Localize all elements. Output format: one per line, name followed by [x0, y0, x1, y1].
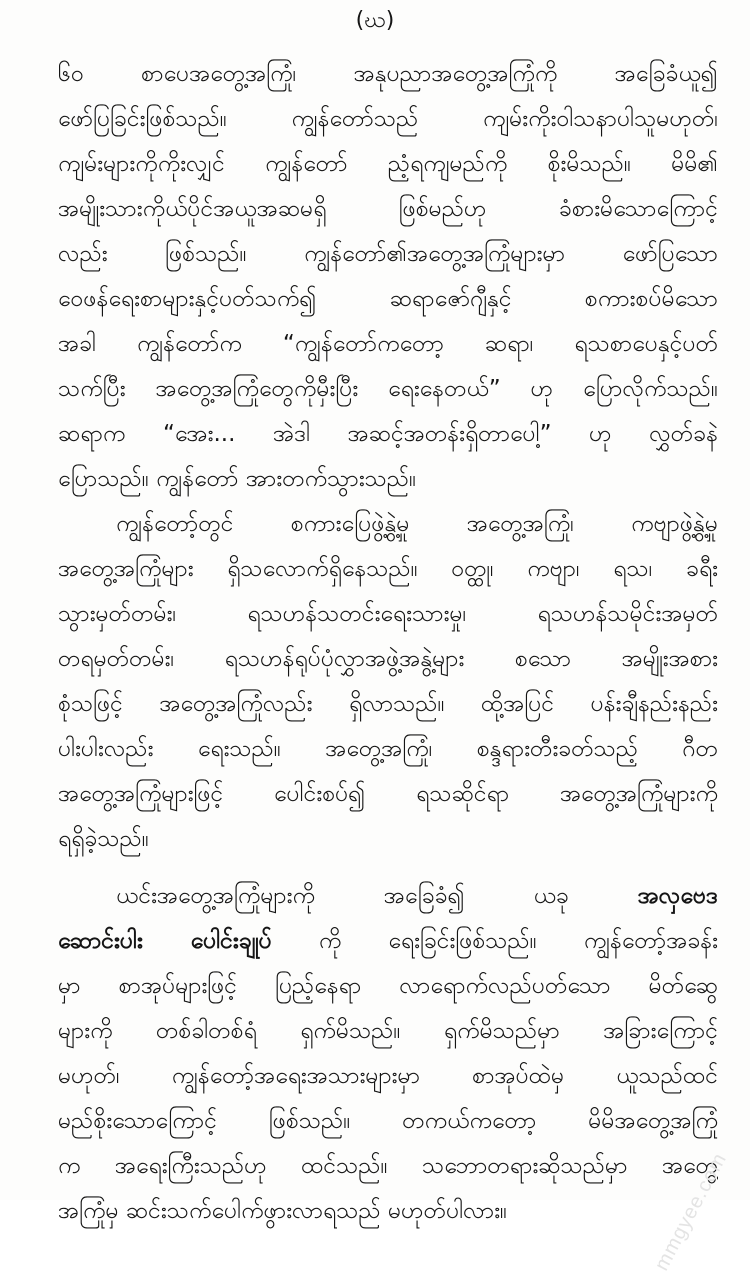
text-line: အတွေ့အကြုံများ ရှိသလောက်ရှိနေသည်။ ဝတ္ထု၊ ကဗျာ၊ ရသ၊ ခရီး: [58, 556, 718, 582]
text-line: အကြုံမှ ဆင်းသက်ပေါက်ဖွားလာရသည် မဟုတ်ပါလား။: [58, 1198, 507, 1224]
text-line: က အရေးကြီးသည်ဟု ထင်သည်။ သဘောတရားဆိုသည်မှာ အတွေ့: [58, 1153, 718, 1179]
watermark-logo: mmgyee.com: [650, 1149, 732, 1275]
text-line: များကို တစ်ခါတစ်ရံ ရှက်မိသည်။ ရှက်မိသည်မှာ အခြားကြောင့်: [58, 1018, 718, 1044]
text-line: ဖော်ပြခြင်းဖြစ်သည်။ ကျွန်တော်သည် ကျမ်းကိုးဝါသနာပါသူမဟုတ်၊: [58, 106, 718, 132]
text-line: အတွေ့အကြုံများဖြင့် ပေါင်းစပ်၍ ရသဆိုင်ရာ အတွေ့အကြုံများကို: [58, 781, 718, 807]
text-line: အခါ ကျွန်တော်က “ကျွန်တော်ကတော့ ဆရာ၊ ရသစာပေနှင့်ပတ်: [58, 331, 718, 357]
book-title-bold: အလှဗေဒ: [637, 883, 718, 909]
text-line: [58, 874, 718, 919]
text-line: [58, 919, 718, 964]
page-number: (ဃ): [355, 8, 395, 33]
book-title-bold: ဆောင်းပါး ပေါင်းချုပ်: [58, 928, 272, 954]
text-line: မဟုတ်၊ ကျွန်တော့်အရေးအသားများမှာ စာအုပ်ထဲမှ ယူသည်ထင်: [58, 1063, 718, 1089]
text-line: အမျိုးသားကိုယ်ပိုင်အယူအဆမရှိ ဖြစ်မည်ဟု ခံစားမိသောကြောင့်: [58, 196, 718, 222]
text-line: ဝေဖန်ရေးစာများနှင့်ပတ်သက်၍ ဆရာဇော်ဂျီနှင့် စကားစပ်မိသော: [58, 286, 718, 312]
text-line: မည်စိုးသောကြောင့် ဖြစ်သည်။ တကယ်ကတော့ မိမိအတွေ့အကြုံ: [58, 1108, 718, 1134]
text-line: ကျွန်တော့်တွင် စကားပြေဖွဲ့နွဲ့မှု အတွေ့အကြုံ၊ ကဗျာဖွဲ့နွဲ့မှု: [116, 511, 718, 537]
text-line: ပြောသည်။ ကျွန်တော် အားတက်သွားသည်။: [58, 466, 417, 492]
text-span: ကို ရေးခြင်းဖြစ်သည်။ ကျွန်တော့်အခန်း: [318, 928, 718, 954]
text-line: သက်ပြီး အတွေ့အကြုံတွေကိုမှီးပြီး ရေးနေတယ်” ဟု ပြောလိုက်သည်။: [58, 376, 718, 402]
text-line: မှာ စာအုပ်များဖြင့် ပြည့်နေရာ လာရောက်လည်ပတ်သော မိတ်ဆွေ: [58, 973, 718, 999]
text-line: တရမှတ်တမ်း၊ ရသဟန်ရုပ်ပုံလွှာအဖွဲ့အနွဲ့များ စသော အမျိုးအစား: [58, 646, 718, 672]
body-text: [58, 52, 718, 1234]
text-line: ရရှိခဲ့သည်။: [58, 826, 149, 852]
text-line: ဆရာက “အေး... အဲဒါ အဆင့်အတန်းရှိတာပေါ့” ဟု လွှတ်ခနဲ: [58, 421, 718, 447]
text-line: သွားမှတ်တမ်း၊ ရသဟန်သတင်းရေးသားမှု၊ ရသဟန်သမိုင်းအမှတ်: [58, 601, 718, 627]
text-line: ပါးပါးလည်း ရေးသည်။ အတွေ့အကြုံ၊ စန္ဒရားတီးခတ်သည့် ဂီတ: [58, 736, 718, 762]
text-line: လည်း ဖြစ်သည်။ ကျွန်တော်၏အတွေ့အကြုံများမှာ ဖော်ပြသော: [58, 241, 718, 267]
text-span: ယင်းအတွေ့အကြုံများကို အခြေခံ၍ ယခု: [116, 883, 569, 909]
text-line: ၆၀ စာပေအတွေ့အကြုံ၊ အနုပညာအတွေ့အကြုံကို အခြေခံယူ၍: [58, 61, 718, 87]
text-line: ကျမ်းများကိုကိုးလျှင် ကျွန်တော် ညံ့ရကျမည်ကို စိုးမိသည်။ မိမိ၏: [58, 151, 718, 177]
text-line: စုံသဖြင့် အတွေ့အကြုံလည်း ရှိလာသည်။ ထို့အပြင် ပန်းချီနည်းနည်း: [58, 691, 718, 717]
